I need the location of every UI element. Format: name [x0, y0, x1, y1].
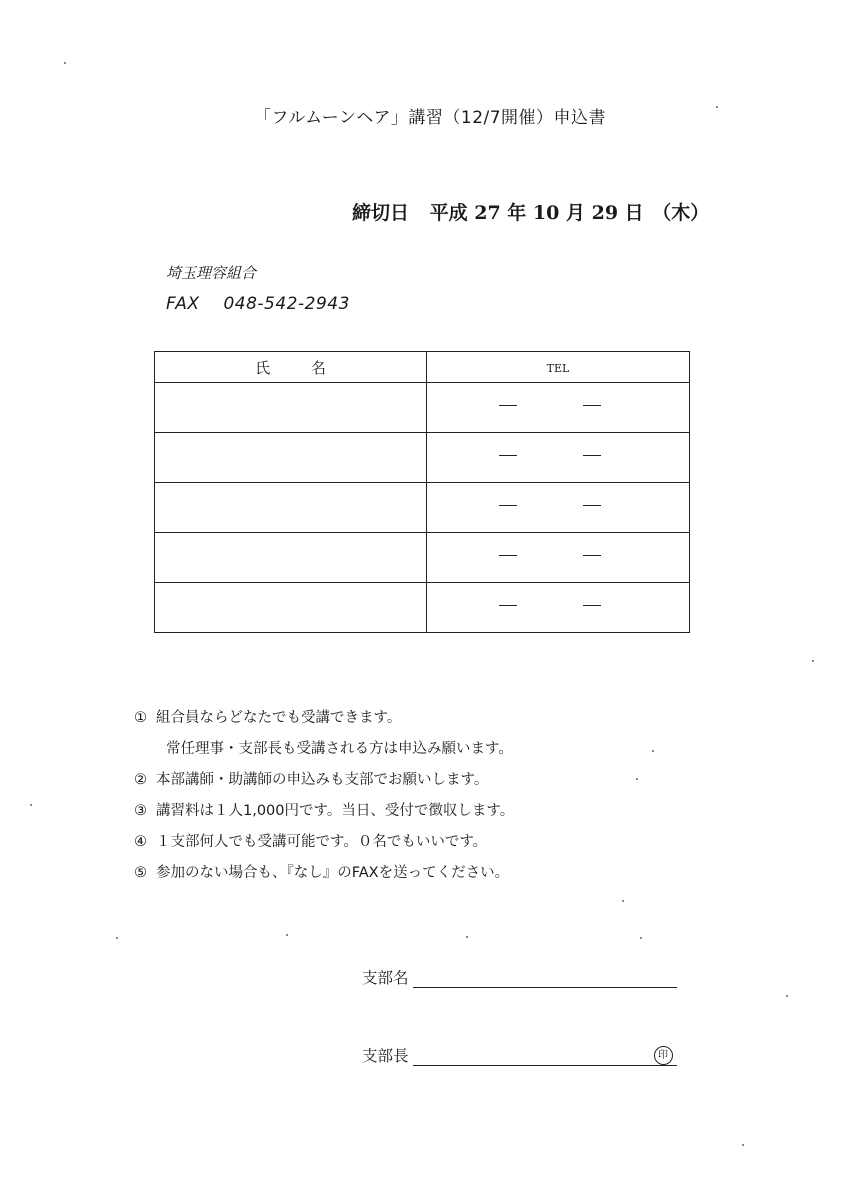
table-row [155, 583, 690, 633]
deadline [352, 198, 709, 225]
deadline-label: 締切日 [352, 202, 410, 224]
note-item: ② 本部講師・助講師の申込みも支部でお願いします。 [134, 772, 489, 788]
fax-number: 048-542-2943 [223, 294, 350, 314]
tel-separator [499, 455, 517, 456]
scan-speck [116, 937, 118, 939]
scan-speck [812, 660, 814, 662]
organization-name: 埼玉理容組合 [166, 264, 257, 282]
scan-speck [716, 106, 718, 108]
name-field[interactable] [155, 383, 427, 433]
tel-separator [583, 505, 601, 506]
note-item: ④ １支部何人でも受講可能です。０名でもいいです。 [134, 834, 488, 850]
scan-speck [64, 62, 66, 64]
branch-name-row [362, 966, 677, 988]
branch-name-field[interactable] [413, 969, 677, 988]
name-field[interactable] [155, 433, 427, 483]
tel-field[interactable] [427, 383, 690, 433]
tel-separator [583, 555, 601, 556]
tel-column-header: TEL [427, 352, 690, 383]
note-item: ⑤ 参加のない場合も、『なし』のFAXを送ってください。 [134, 865, 510, 881]
tel-field[interactable] [427, 533, 690, 583]
notes-list [134, 703, 514, 889]
fax-label: FAX [166, 294, 200, 314]
table-header-row [155, 352, 690, 383]
tel-separator [499, 405, 517, 406]
table-row [155, 483, 690, 533]
scan-speck [466, 936, 468, 938]
scan-speck [652, 750, 654, 752]
tel-field[interactable] [427, 483, 690, 533]
scan-speck [786, 995, 788, 997]
name-field[interactable] [155, 583, 427, 633]
scan-speck [636, 778, 638, 780]
tel-separator [499, 505, 517, 506]
deadline-date: 平成 27 年 10 月 29 日 [429, 202, 644, 224]
applicant-table [154, 351, 690, 633]
tel-separator [499, 605, 517, 606]
scan-speck [640, 937, 642, 939]
form-title: 「フルムーンヘア」講習（12/7開催）申込書 [253, 108, 607, 128]
scan-speck [622, 900, 624, 902]
branch-head-label: 支部長 [362, 1047, 409, 1065]
name-field[interactable] [155, 533, 427, 583]
seal-icon: 印 [654, 1046, 673, 1065]
table-row [155, 433, 690, 483]
branch-head-field[interactable] [413, 1047, 677, 1066]
tel-separator [499, 555, 517, 556]
branch-name-label: 支部名 [362, 969, 409, 987]
table-row [155, 383, 690, 433]
tel-field[interactable] [427, 583, 690, 633]
tel-separator [583, 455, 601, 456]
table-row [155, 533, 690, 583]
deadline-weekday: （木） [652, 202, 710, 224]
scan-speck [286, 934, 288, 936]
note-item: ③ 講習料は１人1,000円です。当日、受付で徴収します。 [134, 803, 515, 819]
note-item: ① 組合員ならどなたでも受講できます。 [134, 710, 402, 726]
name-field[interactable] [155, 483, 427, 533]
name-column-header: 氏 名 [155, 352, 427, 383]
fax-line [166, 294, 350, 314]
note-item: 常任理事・支部長も受講される方は申込み願います。 [166, 741, 513, 757]
tel-field[interactable] [427, 433, 690, 483]
tel-separator [583, 605, 601, 606]
scan-speck [30, 804, 32, 806]
scan-speck [742, 1144, 744, 1146]
tel-separator [583, 405, 601, 406]
branch-head-row [362, 1044, 677, 1066]
